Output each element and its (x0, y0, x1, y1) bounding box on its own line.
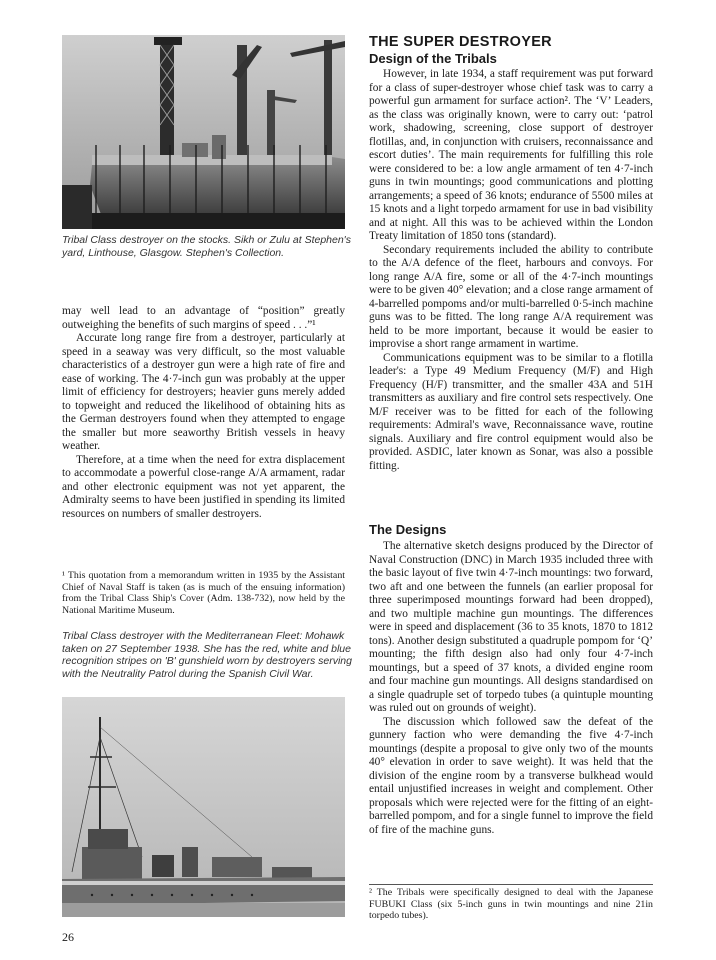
section-title: THE SUPER DESTROYER (369, 34, 552, 50)
caption-top-photo: Tribal Class destroyer on the stocks. Sikh or Zulu at Stephen's yard, Linthouse, Glasgow. Stephen's Collection. (62, 234, 351, 259)
left-paragraph-1: may well lead to an advantage of “position” greatly outweighing the benefits of such margins of speed . . .”¹ (62, 305, 345, 331)
right-paragraph-5: The discussion which followed saw the defeat of the gunnery faction who were demanding the five 4·7-inch mountings (despite a proposal to give only two of the mounts 40° elevation in order to save weight). It was held that the division of the engine room by a transverse bulkhead would entail unjustified increases in weight and complement. Other proposals which were rejected were for the fitting of an eight-barrelled pompom, and for a single funnel to improve the field of fire of the machine guns. (369, 715, 653, 836)
right-paragraph-4: The alternative sketch designs produced by the Director of Naval Construction (DNC) in March 1935 included three with the basic layout of five twin 4·7-inch mountings: two forward, two aft and one between the funnels (an earlier proposal for three superimposed mountings forward had been dropped), and two multiple machine gun mountings. The differences were in speed and displacement (36 to 35 knots, 1870 to 1812 tons). Another design substituted a quadruple pompom for ‘Q’ mounting; the fifth design also had only four 4·7-inch mountings, but a speed of 37 knots, a divided engine room and four machine gun mountings. All designs standardised on a single quadruple set of torpedo tubes (a quintuple mounting was ruled out on grounds of weight). (369, 540, 653, 714)
right-footnote: ² The Tribals were specifically designed to deal with the Japanese FUBUKI Class (six 5-inch guns in twin mountings and nine 21in torpedo tubes). (369, 887, 653, 921)
right-paragraph-2: Secondary requirements included the ability to contribute to the A/A defence of the fleet, harbours and convoys. For long range A/A fire, some or all of the 4·7-inch mountings were to be given 40° elevation; and a close range armament of 4-barrelled pompoms and/or multi-barrelled 0·5-inch machine guns was to be fitted. The long range A/A requirement was held to be more important, because it would be easier to improvise a short range armament in wartime. (369, 243, 653, 350)
caption-bottom-photo: Tribal Class destroyer with the Mediterranean Fleet: Mohawk taken on 27 September 1938. She has the red, white and blue recognition stripes on 'B' gunshield worn by destroyers serving with the Neutrality Patrol during the Spanish Civil War. (62, 630, 352, 680)
subtitle-the-designs: The Designs (369, 522, 447, 537)
right-column-section-1 (369, 68, 653, 473)
right-column-section-2 (369, 540, 653, 837)
subtitle-design-of-tribals: Design of the Tribals (369, 51, 497, 66)
photo-destroyer-on-stocks (62, 35, 345, 229)
right-paragraph-3: Communications equipment was to be similar to a flotilla leader's: a Type 49 Medium Frequency (M/F) and High Frequency (H/F) transmitter, and the smaller 43A and 51H transmitters as auxiliary and fire control sets respectively. One M/F receiver was to be fitted for each of the following requirements: Admiral's wave, Reconnaissance wave, routine signals. Auxiliary and fire control equipment would also be provided. ASDIC, later known as Sonar, was also a possible fitting. (369, 351, 653, 472)
left-paragraph-2: Accurate long range fire from a destroyer, particularly at speed in a seaway was very difficult, so the most valuable characteristics of a destroyer gun were a high rate of fire and ease of working. The 4·7-inch gun was probably at the upper limit of efficiency for destroyers; heavier guns merely added to topweight and reduced the likelihood of obtaining hits as the German destroyers found when they attempted to engage the smaller but more seaworthy British vessels in heavy weather. (62, 332, 345, 452)
right-footnote-rule (369, 884, 653, 885)
photo-destroyer-mohawk (62, 697, 345, 917)
left-column (62, 305, 345, 521)
left-footnote: ¹ This quotation from a memorandum written in 1935 by the Assistant Chief of Naval Staff is taken (as is much of the ensuing information) from the Tribal Class Ship's Cover (Adm. 138-732), now held by the National Maritime Museum. (62, 570, 345, 616)
right-paragraph-1: However, in late 1934, a staff requirement was put forward for a class of super-destroyer whose chief task was to carry a powerful gun armament for surface action². The ‘V’ Leaders, as the class was originally known, were to carry out: ‘patrol work, shadowing, screening, close support of destroyer flotillas, and, in conjunction with cruisers, reconnaissance and escort duties’. The main requirements for fulfilling this role were considered to be: a low angle armament of ten 4·7-inch guns in twin mountings; good communications and plotting arrangements; a speed of 36 knots; endurance of 5500 miles at 15 knots and a light torpedo armament for use in bad visibility and at night. All this was to be achieved within the London Treaty limitation of 1850 tons (standard). (369, 68, 653, 242)
left-paragraph-3: Therefore, at a time when the need for extra displacement to accommodate a powerful close-range A/A armament, radar and other electronic equipment was not yet apparent, the Admiralty seems to have been justified in spending its limited resources on numbers of smaller destroyers. (62, 453, 345, 520)
photo-destroyer-on-stocks-image (62, 35, 345, 229)
page-number: 26 (62, 930, 74, 944)
photo-destroyer-mohawk-image (62, 697, 345, 917)
